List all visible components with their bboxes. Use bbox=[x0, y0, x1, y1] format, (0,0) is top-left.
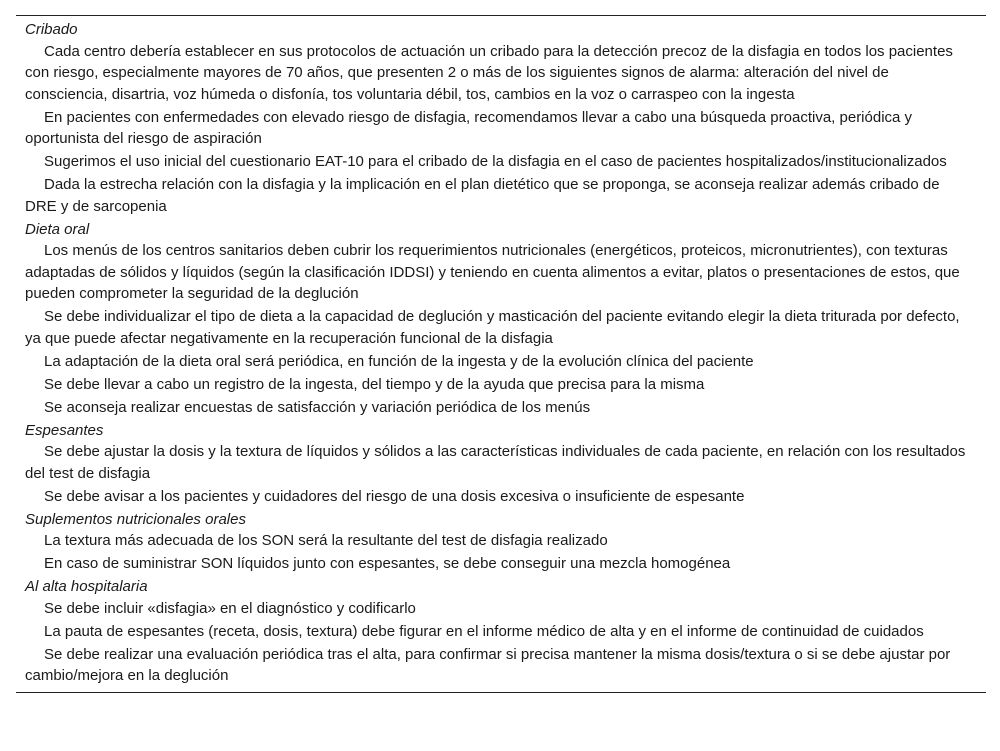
section-heading-cribado: Cribado bbox=[25, 21, 78, 38]
recommendation-item: Se debe individualizar el tipo de dieta a la capacidad de deglución y masticación del paciente evitando elegir la dieta triturada por defecto, ya que puede afectar negativamente en la recuperación funcional de la disfagia bbox=[25, 308, 960, 347]
section-heading-alta-hospitalaria: Al alta hospitalaria bbox=[25, 578, 148, 595]
recommendation-item: Sugerimos el uso inicial del cuestionario EAT-10 para el cribado de la disfagia en el caso de pacientes hospitalizados/institucionalizados bbox=[44, 153, 947, 170]
recommendation-item: Se debe ajustar la dosis y la textura de líquidos y sólidos a las características individuales de cada paciente, en relación con los resultados del test de disfagia bbox=[25, 443, 966, 482]
section-heading-suplementos: Suplementos nutricionales orales bbox=[25, 510, 246, 528]
recommendation-item: En pacientes con enfermedades con elevado riesgo de disfagia, recomendamos llevar a cabo una búsqueda proactiva, periódica y oportunista del riesgo de aspiración bbox=[25, 108, 913, 147]
recommendation-item: Cada centro debería establecer en sus protocolos de actuación un cribado para la detección precoz de la disfagia en todos los pacientes con riesgo, especialmente mayores de 70 años, que presenten 2 o más de los siguientes signos de alarma: alteración del nivel de consciencia, disartria, voz húmeda o disfonía, tos voluntaria débil, tos, cambios en la voz o carraspeo con la ingesta bbox=[25, 42, 953, 103]
recommendation-item: Dada la estrecha relación con la disfagia y la implicación en el plan dietético que se proponga, se aconseja realizar además cribado de DRE y de sarcopenia bbox=[25, 176, 940, 215]
recommendation-item: Se debe llevar a cabo un registro de la ingesta, del tiempo y de la ayuda que precisa para la misma bbox=[44, 375, 705, 393]
section-heading-espesantes: Espesantes bbox=[25, 421, 104, 439]
recommendation-item: La pauta de espesantes (receta, dosis, textura) debe figurar en el informe médico de alta y en el informe de continuidad de cuidados bbox=[44, 622, 924, 640]
recommendation-item: La adaptación de la dieta oral será periódica, en función de la ingesta y de la evolución clínica del paciente bbox=[44, 352, 754, 370]
recommendation-item: Se debe realizar una evaluación periódica tras el alta, para confirmar si precisa mantener la misma dosis/textura o si se debe ajustar por cambio/mejora en la deglución bbox=[25, 645, 951, 684]
recommendation-item: Los menús de los centros sanitarios deben cubrir los requerimientos nutricionales (energéticos, proteicos, micronutrientes), con texturas adaptadas de sólidos y líquidos (según la clasificación IDDSI) y teniendo en cuenta alimentos a evitar, platos o presentaciones de estos, que pueden comprometer la seguridad de la deglución bbox=[25, 242, 960, 302]
recommendations-table bbox=[16, 15, 986, 693]
recommendation-item: Se aconseja realizar encuestas de satisfacción y variación periódica de los menús bbox=[44, 398, 591, 416]
recommendation-item: La textura más adecuada de los SON será la resultante del test de disfagia realizado bbox=[44, 532, 608, 549]
recommendation-item: En caso de suministrar SON líquidos junto con espesantes, se debe conseguir una mezcla homogénea bbox=[44, 555, 731, 572]
recommendation-item: Se debe avisar a los pacientes y cuidadores del riesgo de una dosis excesiva o insuficiente de espesante bbox=[44, 487, 745, 505]
recommendation-item: Se debe incluir «disfagia» en el diagnóstico y codificarlo bbox=[44, 599, 416, 617]
section-heading-dieta-oral: Dieta oral bbox=[25, 220, 90, 238]
